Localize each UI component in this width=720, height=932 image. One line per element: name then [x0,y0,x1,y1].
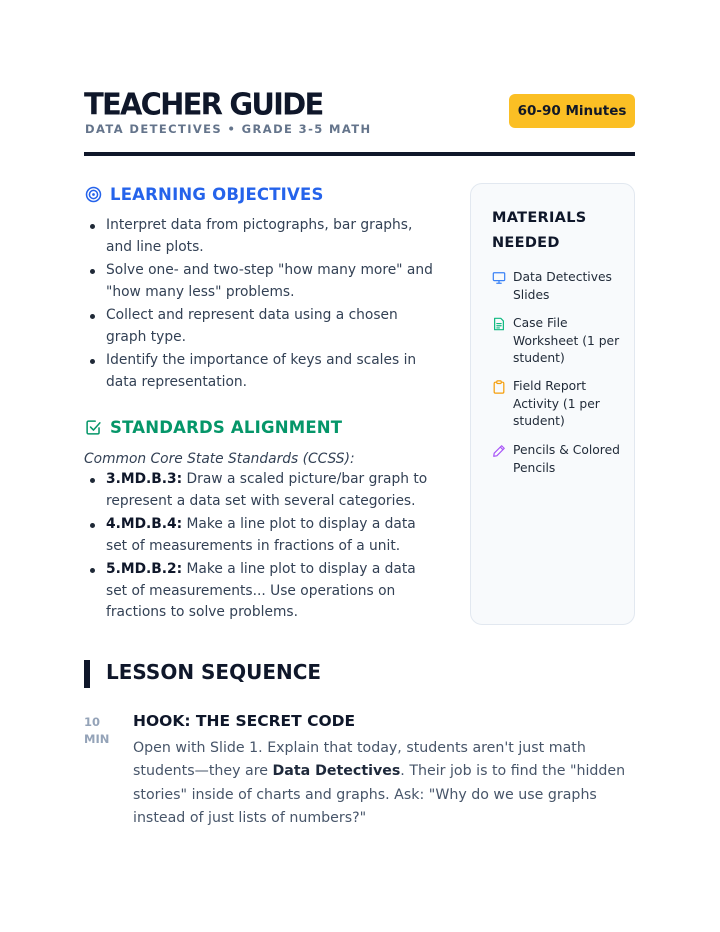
step-description [133,737,633,830]
standard-code: 4.MD.B.4: [106,516,183,532]
materials-item [492,269,622,304]
step-duration [84,714,120,748]
step-emphasis: Data Detectives [272,763,401,780]
pencil-icon [492,444,506,458]
standards-list [85,469,440,626]
duration-badge: 60-90 Minutes [509,94,635,128]
document-icon [492,317,506,331]
step-duration-unit: MIN [84,732,110,746]
step-text: Open with Slide 1. Explain that today, students aren't just math students—they are [133,740,586,780]
materials-item-label: Field Report Activity (1 per student) [513,379,600,428]
standard-code: 5.MD.B.2: [106,561,183,577]
standard-text: Draw a scaled picture/bar graph to represent a data set with several categories. [106,471,428,509]
objectives-heading-label: LEARNING OBJECTIVES [110,185,324,204]
list-item: Interpret data from pictographs, bar graphs, and line plots. [85,215,440,258]
materials-item [492,442,622,477]
objectives-heading [85,185,324,204]
list-item [85,514,440,557]
materials-item-label: Case File Worksheet (1 per student) [513,316,620,365]
checkbox-icon [85,419,102,436]
page-subtitle: DATA DETECTIVES • GRADE 3-5 MATH [85,122,372,136]
materials-heading: MATERIALS NEEDED [492,210,587,251]
standard-text: Make a line plot to display a data set of measurements in fractions of a unit. [106,516,416,554]
step-title: HOOK: THE SECRET CODE [133,712,356,730]
page-title: TEACHER GUIDE [84,86,323,122]
materials-item [492,378,622,431]
standards-heading-label: STANDARDS ALIGNMENT [110,418,343,437]
materials-item-label: Pencils & Colored Pencils [513,443,620,475]
sequence-heading: LESSON SEQUENCE [106,660,322,684]
clipboard-icon [492,380,506,394]
materials-card [470,183,635,625]
list-item: Collect and represent data using a chosen graph type. [85,305,440,348]
list-item [85,469,440,512]
standards-intro: Common Core State Standards (CCSS): [84,451,355,467]
step-text: . Their job is to find the "hidden stories" inside of charts and graphs. Ask: "Why do we use graphs instead of just lists of numbers?" [133,763,626,826]
step-duration-value: 10 [84,715,101,729]
header-divider [84,152,635,156]
standards-heading [85,418,342,437]
standard-text: Make a line plot to display a data set of measurements... Use operations on fractions to solve problems. [106,561,416,620]
sequence-accent-bar [84,660,90,688]
materials-item-label: Data Detectives Slides [513,270,612,302]
list-item [85,559,440,624]
objectives-list [85,215,440,395]
standard-code: 3.MD.B.3: [106,471,183,487]
materials-item [492,315,622,368]
monitor-icon [492,271,506,285]
target-icon [85,186,102,203]
list-item: Solve one- and two-step "how many more" and "how many less" problems. [85,260,440,303]
list-item: Identify the importance of keys and scales in data representation. [85,350,440,393]
